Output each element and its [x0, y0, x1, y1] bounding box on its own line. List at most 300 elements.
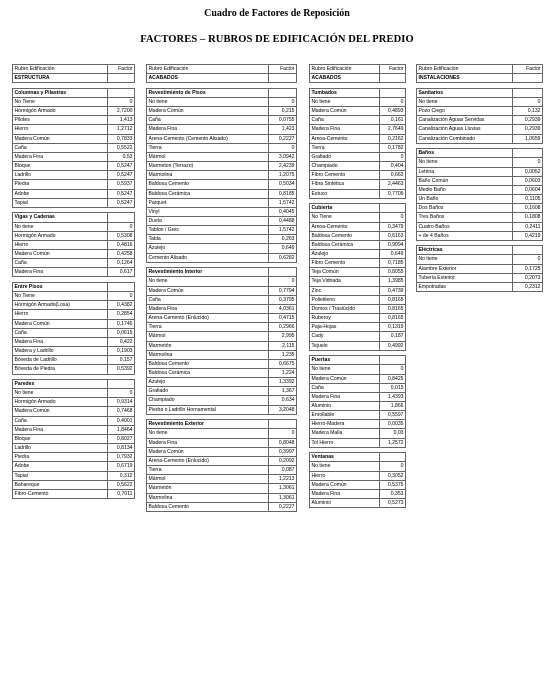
table-row: [147, 405, 297, 414]
rubro-label: Bóveda de Ladrillo: [13, 356, 108, 365]
factor-value: 0,8027: [108, 434, 135, 443]
factor-value: 2,7649: [380, 125, 406, 134]
rubro-label: Caña: [147, 116, 269, 125]
section-label: Vigas y Cadenas: [13, 213, 108, 222]
table-row: [417, 273, 543, 282]
section-label: Sanitarios: [417, 88, 513, 97]
rubro-label: Piedra: [13, 453, 108, 462]
section-blank: [380, 88, 406, 97]
rubro-label: Piedra: [13, 180, 108, 189]
factor-value: 0,187: [380, 332, 406, 341]
table-row: [310, 392, 406, 401]
factor-value: 0,2227: [269, 502, 297, 511]
factor-value: 0: [108, 389, 135, 398]
factor-value: 0,5622: [108, 480, 135, 489]
rubro-label: Madera Común: [310, 374, 380, 383]
rubro-label: No Tiene: [310, 213, 380, 222]
table-row: [147, 456, 297, 465]
table-row: [13, 180, 135, 189]
section-row: [13, 282, 135, 291]
table-row: [310, 162, 406, 171]
factor-value: 1,3061: [269, 484, 297, 493]
rubro-label: Teja Vidriada: [310, 277, 380, 286]
factor-value: 0,4715: [269, 314, 297, 323]
factor-value: 0,5247: [108, 162, 135, 171]
table-1: [12, 64, 135, 499]
factor-value: 0,3052: [380, 471, 406, 480]
factor-value: 0,6675: [269, 359, 297, 368]
factor-value: 0,015: [380, 383, 406, 392]
rubro-label: Pozo Ciego: [417, 107, 513, 116]
factor-value: 0: [269, 429, 297, 438]
table-row: [13, 198, 135, 207]
table-row: [13, 328, 135, 337]
rubro-label: Arena-Cemento (Enlucido): [147, 456, 269, 465]
header-rubro: Rubro Edificación: [310, 65, 380, 74]
rubro-label: No tiene: [147, 277, 269, 286]
section-blank: [269, 420, 297, 429]
factor-value: 0,7709: [380, 189, 406, 198]
factor-value: 0,422: [108, 337, 135, 346]
rubro-label: No Tiene: [13, 292, 108, 301]
factor-value: 0,8055: [380, 268, 406, 277]
factor-value: 0: [380, 462, 406, 471]
factor-value: 0: [108, 292, 135, 301]
table-row: [310, 323, 406, 332]
rubro-label: Baldosa Cerámica: [147, 189, 269, 198]
factor-value: 0,161: [380, 116, 406, 125]
section-label: Eléctricas: [417, 246, 513, 255]
rubro-label: Caña: [13, 416, 108, 425]
table-row: [417, 134, 543, 143]
rubro-label: Bahareque: [13, 480, 108, 489]
table-row: [13, 152, 135, 161]
table-row: [310, 499, 406, 508]
table-row: [13, 347, 135, 356]
table-row: [147, 152, 297, 161]
table-row: [147, 97, 297, 106]
rubro-label: Mármol: [147, 332, 269, 341]
rubro-label: Madera Malla: [310, 429, 380, 438]
factor-value: 0,7185: [380, 259, 406, 268]
factor-value: 0,8134: [108, 444, 135, 453]
rubro-label: Marmeton (Terrazo): [147, 162, 269, 171]
table-row: [13, 268, 135, 277]
factor-value: 0,5273: [380, 499, 406, 508]
factor-value: 1,423: [269, 125, 297, 134]
factor-value: 0,8425: [380, 374, 406, 383]
factor-value: 0,5247: [108, 189, 135, 198]
rubro-label: Champiado: [147, 396, 269, 405]
factor-value: 0,6719: [108, 462, 135, 471]
table-row: [13, 398, 135, 407]
rubro-label: Ladrillo: [13, 171, 108, 180]
column-title-blank: [380, 74, 406, 83]
factor-value: 0,4992: [380, 341, 406, 350]
rubro-label: Canalización Aguas Lluvias: [417, 125, 513, 134]
section-label: Revestimiento de Pisos: [147, 88, 269, 97]
rubro-label: Cemento Alisado: [147, 253, 269, 262]
table-row: [310, 429, 406, 438]
rubro-label: Adobe: [13, 462, 108, 471]
table-3: [309, 64, 406, 508]
table-row: [13, 189, 135, 198]
table-row: [310, 259, 406, 268]
rubro-label: Madera Común: [13, 319, 108, 328]
factor-value: 0,4001: [108, 416, 135, 425]
section-row: [310, 453, 406, 462]
rubro-label: Fibra Sintética: [310, 180, 380, 189]
factor-value: 0: [380, 213, 406, 222]
factor-value: 0,2966: [269, 323, 297, 332]
factor-value: 1,4393: [380, 392, 406, 401]
header-rubro: Rubro Edificación: [13, 65, 108, 74]
table-row: [310, 401, 406, 410]
table-row: [147, 116, 297, 125]
column-title: ACABADOS: [310, 74, 380, 83]
factor-value: 0,0052: [513, 167, 543, 176]
factor-value: 0,03: [380, 429, 406, 438]
section-row: [13, 213, 135, 222]
table-row: [310, 374, 406, 383]
table-row: [13, 471, 135, 480]
section-row: [147, 88, 297, 97]
section-blank: [380, 204, 406, 213]
rubro-label: Madera Fina: [310, 489, 380, 498]
rubro-label: Azulejo: [310, 249, 380, 258]
section-blank: [108, 88, 135, 97]
table-row: [310, 189, 406, 198]
section-row: [13, 88, 135, 97]
rubro-label: Tierra: [147, 323, 269, 332]
table-row: [417, 255, 543, 264]
factor-value: 0: [380, 97, 406, 106]
section-row: [310, 356, 406, 365]
factor-value: 0,4045: [269, 207, 297, 216]
factor-value: 1,413: [108, 116, 135, 125]
rubro-label: No tiene: [310, 97, 380, 106]
rubro-label: Madera Común: [13, 249, 108, 258]
table-row: [13, 389, 135, 398]
table-row: [13, 162, 135, 171]
table-row: [147, 341, 297, 350]
section-label: Tumbados: [310, 88, 380, 97]
table-row: [13, 365, 135, 374]
table-row: [13, 259, 135, 268]
table-row: [147, 235, 297, 244]
rubro-label: Baldosa Cerámica: [310, 240, 380, 249]
table-row: [147, 396, 297, 405]
factor-value: 0,1105: [513, 195, 543, 204]
table-row: [13, 434, 135, 443]
rubro-label: Arena-Cemento (Enlucido): [147, 314, 269, 323]
rubro-label: Hormigón Armado: [13, 107, 108, 116]
table-row: [13, 143, 135, 152]
factor-value: 0,2312: [513, 282, 543, 291]
rubro-label: No tiene: [310, 365, 380, 374]
rubro-label: Madera Común: [310, 107, 380, 116]
header-factor: Factor: [269, 65, 297, 74]
factor-value: 0,617: [108, 268, 135, 277]
section-blank: [108, 213, 135, 222]
rubro-label: Polietileno: [310, 295, 380, 304]
table-row: [13, 171, 135, 180]
rubro-label: Tapial: [13, 198, 108, 207]
rubro-label: Arena-Cemento: [310, 134, 380, 143]
factor-value: 0,8165: [380, 304, 406, 313]
rubro-label: Fibro Cemento: [310, 259, 380, 268]
rubro-label: Madera Fina: [13, 425, 108, 434]
factor-value: 1,3985: [380, 277, 406, 286]
rubro-label: Ladrillo: [13, 444, 108, 453]
rubro-label: Caña: [13, 259, 108, 268]
rubro-label: Azulejo: [147, 378, 269, 387]
table-row: [417, 282, 543, 291]
table-row: [310, 471, 406, 480]
rubro-label: Madera Fina: [13, 268, 108, 277]
table-row: [310, 268, 406, 277]
rubro-label: Marmolina: [147, 350, 269, 359]
rubro-label: Zinc: [310, 286, 380, 295]
factor-value: 0,4219: [513, 231, 543, 240]
table-row: [310, 341, 406, 350]
factor-value: 1,0659: [513, 134, 543, 143]
section-row: [13, 74, 135, 83]
rubro-label: Baldosa Cemento: [147, 502, 269, 511]
section-label: Cubierta: [310, 204, 380, 213]
section-row: [147, 268, 297, 277]
factor-value: 0,9314: [108, 398, 135, 407]
factor-value: 0: [513, 97, 543, 106]
factor-value: 0,4382: [108, 301, 135, 310]
factor-value: 0,1903: [108, 347, 135, 356]
rubro-label: No tiene: [417, 158, 513, 167]
section-label: Revestimiento Interior: [147, 268, 269, 277]
rubro-label: No tiene: [417, 255, 513, 264]
rubro-label: Tubería Exterior: [417, 273, 513, 282]
table-row: [13, 480, 135, 489]
table-row: [310, 314, 406, 323]
rubro-label: Azulejo: [147, 244, 269, 253]
rubro-label: No tiene: [310, 462, 380, 471]
factor-value: 0,0035: [380, 420, 406, 429]
factor-value: 0,312: [108, 471, 135, 480]
rubro-label: No Tiene: [13, 97, 108, 106]
table-row: [147, 438, 297, 447]
table-row: [310, 420, 406, 429]
table-row: [13, 310, 135, 319]
factor-value: 1,235: [269, 350, 297, 359]
rubro-label: Ruberoy: [310, 314, 380, 323]
section-label: Puertas: [310, 356, 380, 365]
factor-value: 0,5937: [108, 180, 135, 189]
table-row: [310, 295, 406, 304]
table-row: [147, 286, 297, 295]
factor-value: 0,0604: [513, 185, 543, 194]
rubro-label: Tierra: [310, 143, 380, 152]
table-row: [147, 484, 297, 493]
factor-value: 0,3997: [269, 447, 297, 456]
factor-value: 0,1782: [380, 143, 406, 152]
factor-value: 0: [108, 222, 135, 231]
factor-value: 0,7932: [108, 453, 135, 462]
rubro-label: Madera Fina: [13, 337, 108, 346]
section-row: [310, 74, 406, 83]
rubro-label: Madera Fina: [147, 438, 269, 447]
table-row: [13, 407, 135, 416]
section-row: [417, 149, 543, 158]
rubro-label: Baldosa Cerámica: [147, 369, 269, 378]
column-title-blank: [269, 74, 297, 83]
factor-value: 1,866: [380, 401, 406, 410]
table-row: [310, 180, 406, 189]
factor-value: 0: [513, 255, 543, 264]
rubro-label: Bóveda de Piedra: [13, 365, 108, 374]
factor-value: 0: [513, 158, 543, 167]
table-row: [147, 304, 297, 313]
rubro-label: Fibro Cemento: [310, 171, 380, 180]
table-row: [310, 438, 406, 447]
table-row: [310, 65, 406, 74]
rubro-label: Mármol: [147, 475, 269, 484]
rubro-label: Pilotes: [13, 116, 108, 125]
factor-value: 0,4816: [108, 240, 135, 249]
rubro-label: Champiado: [310, 162, 380, 171]
rubro-label: Madera Fina: [13, 152, 108, 161]
table-row: [417, 125, 543, 134]
table-row: [310, 462, 406, 471]
rubro-label: Madera Común: [13, 407, 108, 416]
table-row: [417, 222, 543, 231]
rubro-label: Tierra: [147, 466, 269, 475]
table-row: [147, 493, 297, 502]
table-row: [310, 143, 406, 152]
factor-value: 0,1725: [513, 264, 543, 273]
factor-value: 0,3795: [269, 295, 297, 304]
rubro-label: Madera Común: [147, 286, 269, 295]
section-blank: [513, 88, 543, 97]
section-blank: [269, 268, 297, 277]
factor-value: 3,2048: [269, 405, 297, 414]
factor-value: 0,353: [380, 489, 406, 498]
rubro-label: Fibro-Cemento: [13, 489, 108, 498]
rubro-label: Arena-Cemento (Cemento Alisado): [147, 134, 269, 143]
table-row: [417, 185, 543, 194]
rubro-label: Empotradas: [417, 282, 513, 291]
rubro-label: Hierro: [13, 240, 108, 249]
factor-value: 0,5522: [108, 143, 135, 152]
header-factor: Factor: [380, 65, 406, 74]
rubro-label: Marmetón: [147, 341, 269, 350]
factor-value: 1,3061: [269, 493, 297, 502]
table-row: [13, 319, 135, 328]
factor-value: 0,2939: [513, 116, 543, 125]
rubro-label: Un Baño: [417, 195, 513, 204]
header-rubro: Rubro Edificación: [147, 65, 269, 74]
factor-value: 0,1319: [380, 323, 406, 332]
factor-value: 0,8048: [269, 438, 297, 447]
section-row: [310, 88, 406, 97]
factor-value: 0,5308: [108, 231, 135, 240]
section-row: [417, 74, 543, 83]
table-row: [310, 489, 406, 498]
factor-value: 0,404: [380, 162, 406, 171]
section-label: Revestimiento Exterior: [147, 420, 269, 429]
rubro-label: Vinyl: [147, 207, 269, 216]
section-blank: [269, 88, 297, 97]
factor-value: 0,7794: [269, 286, 297, 295]
table-row: [310, 277, 406, 286]
table-row: [147, 277, 297, 286]
rubro-label: Mármol: [147, 152, 269, 161]
table-row: [147, 429, 297, 438]
section-blank: [513, 149, 543, 158]
factor-value: 0,5034: [269, 180, 297, 189]
table-row: [13, 249, 135, 258]
factor-value: 1,2075: [269, 171, 297, 180]
table-row: [13, 301, 135, 310]
section-blank: [108, 380, 135, 389]
section-row: [417, 88, 543, 97]
table-row: [417, 116, 543, 125]
factor-value: 1,3392: [269, 378, 297, 387]
section-label: Paredes: [13, 380, 108, 389]
rubro-label: Madera y Ladrillo: [13, 347, 108, 356]
table-row: [13, 134, 135, 143]
factor-value: 0,8165: [380, 314, 406, 323]
rubro-label: Paja-Hojas: [310, 323, 380, 332]
table-row: [147, 226, 297, 235]
factor-value: 1,5742: [269, 198, 297, 207]
rubro-label: Madera Común: [13, 134, 108, 143]
rubro-label: Grafiado: [310, 152, 380, 161]
section-row: [310, 204, 406, 213]
section-label: Baños: [417, 149, 513, 158]
factor-value: 0,649: [380, 249, 406, 258]
table-row: [310, 222, 406, 231]
table-row: [13, 489, 135, 498]
rubro-label: No tiene: [147, 429, 269, 438]
table-row: [310, 480, 406, 489]
factor-value: 4,0361: [269, 304, 297, 313]
factor-value: 0: [269, 143, 297, 152]
table-row: [417, 65, 543, 74]
rubro-label: Baldosa Cemento: [147, 359, 269, 368]
table-row: [147, 244, 297, 253]
factor-value: 3,0942: [269, 152, 297, 161]
factor-value: 1,2213: [269, 475, 297, 484]
table-row: [310, 411, 406, 420]
factor-value: 0: [380, 152, 406, 161]
section-blank: [108, 282, 135, 291]
rubro-label: Tejuelo: [310, 341, 380, 350]
factor-value: 0: [380, 365, 406, 374]
rubro-label: Hormigón Armado: [13, 398, 108, 407]
rubro-label: Baño Común: [417, 176, 513, 185]
rubro-label: Marmolina: [147, 493, 269, 502]
table-row: [13, 97, 135, 106]
factor-value: 1,2572: [380, 438, 406, 447]
table-row: [417, 213, 543, 222]
table-row: [310, 286, 406, 295]
factor-value: 1,5742: [269, 226, 297, 235]
rubro-label: Piedra o Ladrillo Hornamental: [147, 405, 269, 414]
table-row: [310, 231, 406, 240]
table-row: [310, 116, 406, 125]
rubro-label: Grafiado: [147, 387, 269, 396]
table-row: [310, 171, 406, 180]
rubro-label: Cuatro Baños: [417, 222, 513, 231]
